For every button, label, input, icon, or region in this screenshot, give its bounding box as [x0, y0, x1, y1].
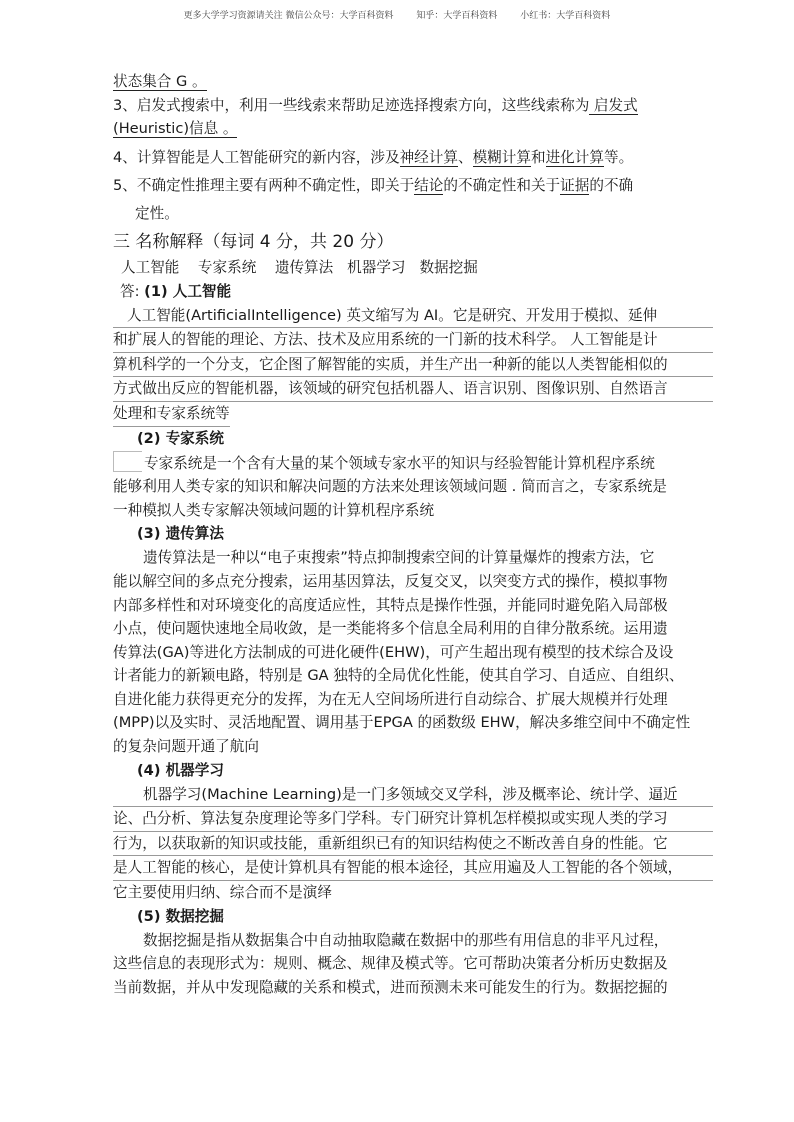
paragraph-line: 和扩展人的智能的理论、方法、技术及应用系统的一门新的技术科学。 人工智能是计	[113, 328, 713, 353]
paragraph-line: 机器学习(Machine Learning)是一门多领域交叉学科，涉及概率论、统计学、逼近	[113, 783, 713, 808]
paragraph-line: 论、凸分析、算法复杂度理论等多门学科。专门研究计算机怎样模拟或实现人类的学习	[113, 807, 713, 832]
section-title: 三 名称解释（每词 4 分，共 20 分）	[113, 231, 394, 252]
question-5	[113, 174, 713, 198]
indent-marker	[113, 451, 142, 472]
question-text: 的不确定性和关于	[443, 177, 561, 195]
paragraph-line: 当前数据，并从中发现隐藏的关系和模式，进而预测未来可能发生的行为。数据挖掘的	[113, 978, 668, 996]
paragraph-line	[113, 451, 713, 476]
paragraph-line: 这些信息的表现形式为：规则、概念、规律及模式等。它可帮助决策者分析历史数据及	[113, 955, 668, 973]
page-header: 更多大学学习资源请关注 微信公众号：大学百科资料 知乎：大学百科资料 小红书：大学百科资料	[183, 11, 611, 21]
question-3-cont	[113, 117, 713, 141]
answer-blank: 进化计算	[545, 148, 604, 166]
question-3	[113, 94, 713, 118]
paragraph-line: (MPP)以及实时、灵活地配置、调用基于EPGA 的函数级 EHW，解决多维空间中不确定性	[113, 714, 691, 732]
question-text: 的不确	[589, 177, 634, 195]
answer-blank: 模糊计算	[472, 148, 531, 166]
paragraph-line: 一种模拟人类专家解决领域问题的计算机程序系统	[113, 501, 435, 519]
document-body	[113, 70, 713, 999]
question-4	[113, 146, 713, 170]
subsection-title: (2) 专家系统	[137, 429, 224, 447]
question-text: 4、计算智能是人工智能研究的新内容，涉及	[113, 148, 400, 166]
paragraph-line: 行为，以获取新的知识或技能，重新组织已有的知识结构使之不断改善自身的性能。它	[113, 832, 713, 857]
paragraph-line: 处理和专家系统等	[113, 402, 230, 427]
answer-blank: 。	[218, 120, 238, 138]
subsection-title: (4) 机器学习	[137, 761, 224, 779]
paragraph-line: 计者能力的新颖电路，特别是 GA 独特的全局优化性能，使其自学习、自适应、自组织、	[113, 667, 684, 685]
subsection-title: (1) 人工智能	[144, 282, 232, 300]
answer-blank: 结论	[414, 177, 444, 195]
paragraph-line: 传算法(GA)等进化方法制成的可进化硬件(EHW)，可产生超出现有模型的技术综合及设	[113, 643, 674, 661]
paragraph-genetic-algorithm	[113, 546, 713, 758]
subsection-title: (3) 遗传算法	[137, 525, 224, 543]
paragraph-line: 小点，使问题快速地全局收敛，是一类能将多个信息全局利用的自律分散系统。运用遗	[113, 620, 668, 638]
paragraph-line: 方式做出反应的智能机器，该领域的研究包括机器人、语言识别、图像识别、自然语言	[113, 377, 713, 402]
answer-blank: 神经计算	[399, 148, 458, 166]
paragraph-expert-system	[113, 451, 713, 523]
answer-blank: 状态集合 G 。	[113, 73, 207, 90]
answer-blank: 证据	[560, 177, 590, 195]
paragraph-line: 的复杂问题开通了航向	[113, 738, 259, 756]
term-list: 人工智能 专家系统 遗传算法 机器学习 数据挖掘	[121, 258, 478, 276]
paragraph-line: 算机科学的一个分支，它企图了解智能的实质，并生产出一种新的能以人类智能相似的	[113, 353, 713, 378]
paragraph-data-mining	[113, 929, 713, 1000]
paragraph-line: 自进化能力获得更充分的发挥，为在无人空间场所进行自动综合、扩展大规模并行处理	[113, 690, 668, 708]
question-text: 、	[457, 148, 473, 166]
paragraph-line: 内部多样性和对环境变化的高度适应性，其特点是操作性强，并能同时避免陷入局部极	[113, 596, 668, 614]
question-text: 等。	[603, 148, 634, 166]
paragraph-line: 能以解空间的多点充分搜索，运用基因算法，反复交叉，以突变方式的操作，模拟事物	[113, 572, 668, 590]
paragraph-line: 人工智能(ArtificialIntelligence) 英文缩写为 AI。它是研究、开发用于模拟、延伸	[113, 304, 713, 329]
question-text: 3、启发式搜索中，利用一些线索来帮助足迹选择搜索方向，这些线索称为	[113, 96, 590, 114]
question-5-cont: 定性。	[135, 204, 179, 222]
paragraph-line: 数据挖掘是指从数据集合中自动抽取隐藏在数据中的那些有用信息的非平凡过程，	[143, 931, 669, 949]
question-text: 5、不确定性推理主要有两种不确定性，即关于	[113, 177, 415, 195]
fill-blank-line	[113, 70, 713, 94]
subsection-title: (5) 数据挖掘	[137, 907, 224, 925]
paragraph-line: 它主要使用归纳、综合而不是演绎	[113, 884, 332, 902]
paragraph-line: 是人工智能的核心，是使计算机具有智能的根本途径，其应用遍及人工智能的各个领域，	[113, 856, 713, 881]
paragraph-line: 能够利用人类专家的知识和解决问题的方法来处理该领域问题 . 简而言之，专家系统是	[113, 478, 667, 496]
question-text: 和	[530, 148, 546, 166]
answer-blank: 启发式	[589, 96, 638, 114]
answer-row	[113, 280, 713, 304]
paragraph-line: 遗传算法是一种以“电子束搜索”特点抑制搜索空间的计算量爆炸的搜索方法，它	[143, 549, 655, 567]
answer-blank: (Heuristic)信息	[113, 120, 219, 138]
paragraph-ai	[113, 304, 713, 427]
answer-label: 答:	[120, 282, 140, 300]
paragraph-machine-learning	[113, 783, 713, 905]
paragraph-text: 专家系统是一个含有大量的某个领域专家水平的知识与经验智能计算机程序系统	[144, 454, 655, 472]
